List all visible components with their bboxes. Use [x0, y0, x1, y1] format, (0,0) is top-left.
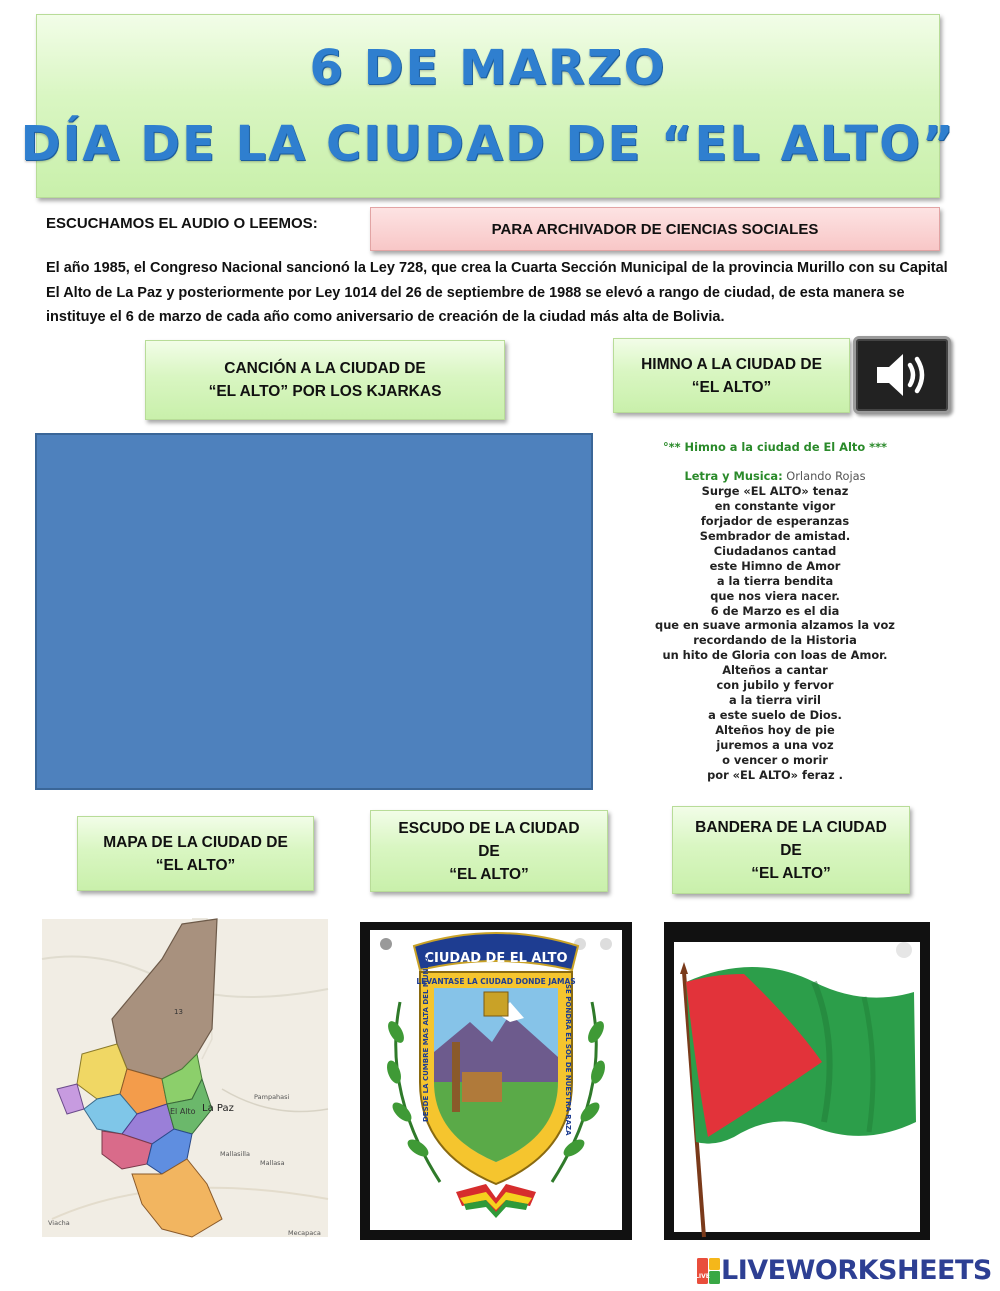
lyric-line: o vencer o morir: [722, 753, 828, 768]
lyric-line: por «EL ALTO» feraz .: [707, 768, 843, 783]
lyric-line: Alteños hoy de pie: [715, 723, 835, 738]
page-title-line2: DÍA DE LA CIUDAD DE “EL ALTO”: [20, 116, 956, 172]
shield-heading-line1: ESCUDO DE LA CIUDAD: [398, 819, 580, 837]
flag-heading-line3: “EL ALTO”: [751, 864, 831, 882]
hymn-credit-label: Letra y Musica:: [684, 468, 783, 483]
map-label-mallasilla: Mallasilla: [220, 1150, 250, 1158]
city-shield-image: [360, 922, 632, 1240]
hymn-credit-name: Orlando Rojas: [782, 468, 866, 483]
liveworksheets-badge-icon: [697, 1258, 721, 1284]
close-icon: [380, 938, 392, 950]
lyric-line: a este suelo de Dios.: [708, 708, 842, 723]
map-label-la-paz: La Paz: [202, 1103, 234, 1114]
listen-instruction: ESCUCHAMOS EL AUDIO O LEEMOS:: [46, 215, 318, 232]
logo-badge-text: LIVE: [695, 1272, 710, 1280]
shield-banner-text: CIUDAD DE EL ALTO: [424, 951, 568, 966]
shield-heading-line2: DE: [478, 842, 500, 860]
map-heading: [77, 816, 314, 891]
shield-arc-text: LEVANTASE LA CIUDAD DONDE JAMAS: [416, 977, 576, 986]
lyric-line: 6 de Marzo es el dia: [710, 603, 840, 618]
city-map-image: [42, 919, 328, 1237]
map-label-el-alto: El Alto: [170, 1107, 196, 1116]
lyric-line: que nos viera nacer.: [710, 588, 840, 603]
lyric-line: en constante vigor: [714, 498, 836, 513]
shield-left-text: DESDE LA CUMBRE MAS ALTA DEL MUNDO: [422, 956, 430, 1122]
video-player[interactable]: [35, 433, 593, 790]
lyric-line: Alteños a cantar: [722, 663, 828, 678]
speaker-icon: [871, 348, 933, 402]
hymn-credit: [610, 469, 940, 484]
map-heading-line2: “EL ALTO”: [155, 856, 236, 874]
hymn-heading-line1: HIMNO A LA CIUDAD DE: [641, 355, 822, 373]
lyric-line: a la tierra bendita: [716, 573, 834, 588]
city-flag-image: [664, 922, 930, 1240]
hymn-heading: [613, 338, 850, 413]
flag-heading-line2: DE: [780, 841, 802, 859]
map-label-pampahasi: Pampahasi: [254, 1093, 290, 1101]
lyric-line: un hito de Gloria con loas de Amor.: [662, 648, 888, 663]
shield-heading: [370, 810, 608, 892]
song-heading: [145, 340, 505, 420]
map-district-label: 13: [174, 1008, 183, 1016]
archive-label: PARA ARCHIVADOR DE CIENCIAS SOCIALES: [370, 207, 940, 251]
song-heading-line2: “EL ALTO” POR LOS KJARKAS: [208, 383, 442, 400]
lyric-line: juremos a una voz: [716, 738, 834, 753]
lyric-line: Ciudadanos cantad: [713, 543, 837, 558]
map-label-mecapaca: Mecapaca: [288, 1229, 321, 1237]
lyric-line: con jubilo y fervor: [716, 678, 834, 693]
lyric-line: Sembrador de amistad.: [699, 528, 851, 543]
play-audio-button[interactable]: [853, 336, 951, 414]
map-heading-line1: MAPA DE LA CIUDAD DE: [103, 833, 288, 851]
lyric-line: a la tierra viril: [729, 693, 821, 708]
liveworksheets-logo: [697, 1255, 992, 1286]
hymn-lyrics-title: °** Himno a la ciudad de El Alto ***: [662, 440, 888, 454]
lyric-line: que en suave armonia alzamos la voz: [655, 618, 895, 633]
flag-heading-line1: BANDERA DE LA CIUDAD: [695, 818, 887, 836]
map-label-mallasa: Mallasa: [260, 1159, 285, 1167]
lyric-line: Surge «EL ALTO» tenaz: [701, 483, 849, 498]
logo-text: LIVEWORKSHEETS: [721, 1255, 992, 1286]
lyric-line: este Himno de Amor: [709, 558, 841, 573]
map-label-viacha: Viacha: [48, 1219, 70, 1227]
title-banner: [20, 14, 956, 198]
song-heading-line1: CANCIÓN A LA CIUDAD DE: [224, 360, 426, 377]
intro-paragraph: El año 1985, el Congreso Nacional sancionó la Ley 728, que crea la Cuarta Sección Municipal de la provincia Murillo con su Capital El Alto de La Paz y posteriormente por Ley 1014 del 26 de septiembre de 1988 se elevó a rango de ciudad, de esta manera se instituye el 6 de marzo de cada año como aniversario de creación de la ciudad más alta de Bolivia.: [46, 260, 948, 325]
flag-heading: [672, 806, 910, 894]
hymn-heading-line2: “EL ALTO”: [691, 378, 772, 396]
lyric-line: forjador de esperanzas: [700, 513, 850, 528]
hymn-lyrics: [610, 440, 940, 783]
lyric-line: recordando de la Historia: [693, 633, 857, 648]
shield-right-text: SE PONDRA EL SOL DE NUESTRA RAZA: [564, 984, 572, 1136]
page-title-line1: 6 DE MARZO: [309, 40, 667, 96]
shield-heading-line3: “EL ALTO”: [449, 865, 529, 883]
